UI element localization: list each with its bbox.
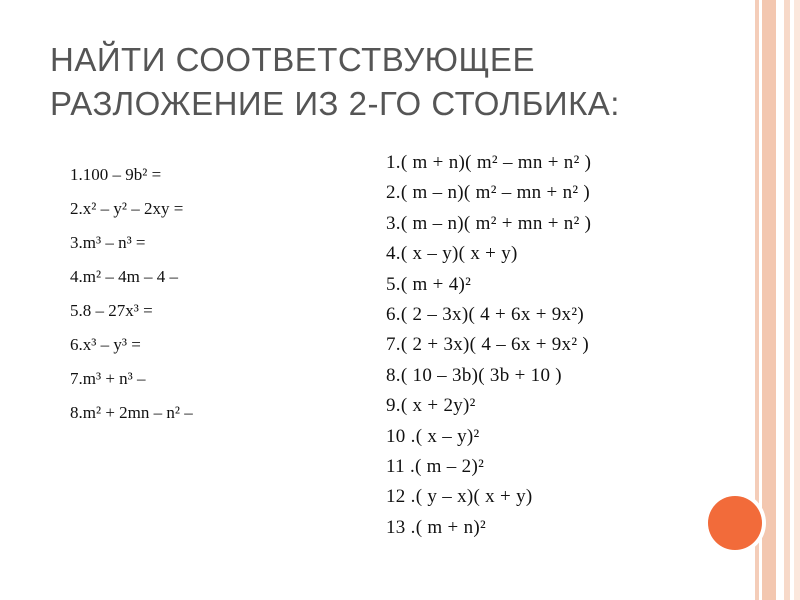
factorization-item: 9.( x + 2y)² (386, 395, 476, 417)
factorization-item: 10 .( x – y)² (386, 425, 480, 447)
factorization-item: 6.( 2 – 3x)( 4 + 6x + 9x²) (386, 303, 584, 325)
decorative-circle (708, 496, 762, 550)
factorization-item: 8.( 10 – 3b)( 3b + 10 ) (386, 364, 562, 386)
factorization-item: 7.( 2 + 3x)( 4 – 6x + 9x² ) (386, 334, 590, 356)
factorization-item: 13 .( m + n)² (386, 516, 486, 538)
expressions-column (70, 158, 193, 430)
slide-title (50, 38, 670, 126)
factorization-item: 1.( m + n)( m² – mn + n² ) (386, 152, 592, 173)
title-line-1: НАЙТИ СООТВЕТСТВУЮЩЕЕ (50, 41, 535, 78)
factorization-item: 5.( m + 4)² (386, 273, 472, 295)
expression-item: 6.x³ – y³ = (70, 335, 141, 354)
factorization-item: 12 .( y – x)( x + y) (386, 486, 533, 508)
factorization-item: 4.( x – y)( x + y) (386, 243, 518, 265)
decorative-stripe (784, 0, 790, 600)
decorative-stripe (794, 0, 800, 600)
expression-item: 4.m² – 4m – 4 – (70, 267, 179, 286)
factorizations-column (386, 148, 591, 543)
factorization-item: 11 .( m – 2)² (386, 455, 485, 477)
factorization-item: 3.( m – n)( m² + mn + n² ) (386, 212, 592, 234)
expression-item: 8.m² + 2mn – n² – (70, 403, 193, 422)
factorization-item: 2.( m – n)( m² – mn + n² ) (386, 182, 591, 204)
expression-item: 1.100 – 9b² = (70, 165, 162, 184)
expression-item: 7.m³ + n³ – (70, 369, 146, 388)
title-line-2: РАЗЛОЖЕНИЕ ИЗ 2-ГО СТОЛБИКА: (50, 85, 620, 122)
expression-item: 3.m³ – n³ = (70, 233, 146, 252)
decorative-stripe (762, 0, 776, 600)
expression-item: 5.8 – 27x³ = (70, 301, 153, 320)
expression-item: 2.x² – y² – 2xy = (70, 199, 184, 218)
